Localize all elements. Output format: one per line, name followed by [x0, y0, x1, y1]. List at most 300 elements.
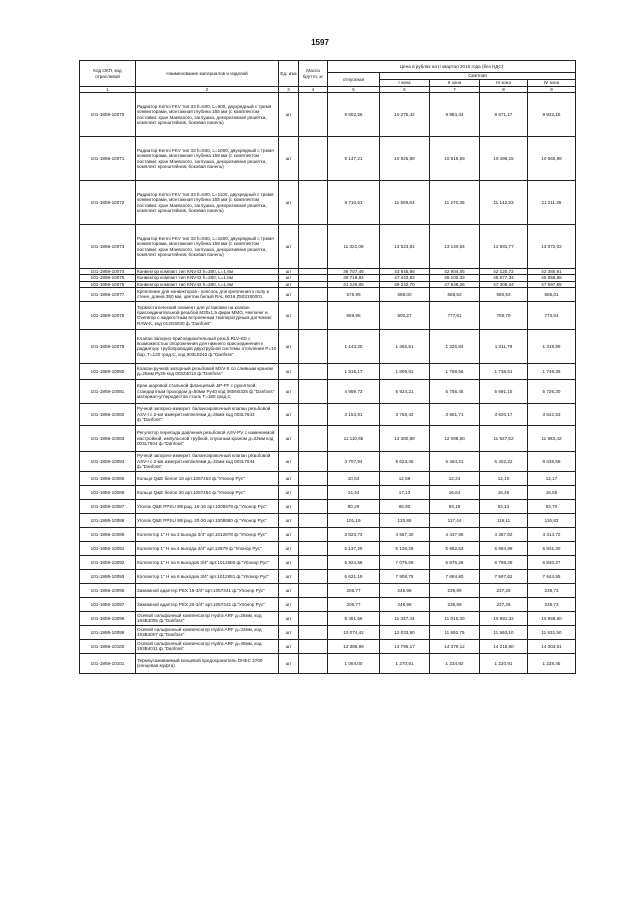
table-row [80, 527, 576, 541]
estimate-price-zone-1: 688,00 [380, 287, 430, 301]
estimate-price-zone-2: 42 604,05 [430, 269, 480, 275]
release-price: 669,98 [328, 301, 380, 329]
estimate-price-zone-3: 768,79 [480, 301, 528, 329]
item-code: 101-1959-10084 [80, 451, 136, 471]
estimate-price-zone-1: 11 337,34 [380, 611, 430, 625]
estimate-price-zone-1: 13 523,81 [380, 225, 430, 269]
estimate-price-zone-4: 1 749,35 [528, 363, 576, 379]
column-index: 1 [80, 87, 136, 93]
estimate-price-zone-1: 17,13 [380, 485, 430, 499]
table-row [80, 513, 576, 527]
table-row [80, 625, 576, 639]
release-price: 9 491,59 [328, 611, 380, 625]
item-mass [299, 485, 328, 499]
item-unit: шт [279, 301, 299, 329]
estimate-price-zone-4: 16,56 [528, 485, 576, 499]
release-price: 3 154,91 [328, 403, 380, 425]
item-unit: шт [279, 137, 299, 181]
item-unit: шт [279, 425, 299, 451]
item-unit: шт [279, 499, 299, 513]
estimate-price-zone-3: 7 597,62 [480, 569, 528, 583]
item-name: Кран шаровой стальной фланцевый JiP-FF с рукояткой, стандартным проходом д=50мм Ру40 код 065N0325 ф."Danfoss" материал-углеродистая сталь Т=180 град.С [136, 379, 279, 403]
estimate-price-zone-3: 116,11 [480, 513, 528, 527]
release-price: 5 924,58 [328, 555, 380, 569]
item-mass [299, 329, 328, 363]
item-mass [299, 403, 328, 425]
release-price: 11 322,09 [328, 225, 380, 269]
table-row [80, 471, 576, 485]
estimate-price-zone-2: 46 100,33 [430, 275, 480, 281]
estimate-price-zone-1: 800,27 [380, 301, 430, 329]
header-price: Цена в рублях на II квартал 2016 года (без НДС) [328, 61, 576, 73]
estimate-price-zone-4: 3 642,53 [528, 403, 576, 425]
item-code: 101-1959-10075 [80, 275, 136, 281]
item-mass [299, 653, 328, 673]
estimate-price-zone-4: 7 644,55 [528, 569, 576, 583]
estimate-price-zone-4: 47 597,65 [528, 281, 576, 287]
item-code: 101-1959-10077 [80, 287, 136, 301]
release-price: 39 719,84 [328, 275, 380, 281]
estimate-price-zone-2: 47 848,26 [430, 281, 480, 287]
item-name: Регулятор перепада давления резьбовой ASV-PV с изменяемой настройкой, импульсной трубкой, спускным краном д=32мм код 003L7604 ф."Danfoss" [136, 425, 279, 451]
estimate-price-zone-3: 9 671,17 [480, 93, 528, 137]
estimate-price-zone-4: 773,54 [528, 301, 576, 329]
item-code: 101-1959-10100 [80, 639, 136, 653]
estimate-price-zone-1: 49 242,70 [380, 281, 430, 287]
estimate-price-zone-2: 7 684,80 [430, 569, 480, 583]
estimate-price-zone-2: 14 379,12 [430, 639, 480, 653]
item-name: Термостатический элемент для установки на клапан присоединительной резьбой M30x1,5 фирм MMG, Heimeier и Oventrop с жидкостным встроенным температурным датчиком: RAW-K, код 013G5030 ф."Danfoss" [136, 301, 279, 329]
release-price: 206,77 [328, 597, 380, 611]
estimate-price-zone-3: 92,13 [480, 499, 528, 513]
release-price: 4 707,94 [328, 451, 380, 471]
item-code: 101-1959-10097 [80, 597, 136, 611]
release-price: 10,54 [328, 471, 380, 485]
item-code: 101-1959-10085 [80, 471, 136, 485]
item-code: 101-1959-10078 [80, 301, 136, 329]
item-mass [299, 471, 328, 485]
item-mass [299, 527, 328, 541]
estimate-price-zone-3: 237,26 [480, 583, 528, 597]
release-price: 206,77 [328, 583, 380, 597]
item-unit: шт [279, 527, 299, 541]
table-row [80, 485, 576, 499]
item-mass [299, 611, 328, 625]
estimate-price-zone-3: 237,26 [480, 597, 528, 611]
header-unit: Ед. изм [279, 61, 299, 87]
item-mass [299, 93, 328, 137]
estimate-price-zone-2: 668,52 [430, 287, 480, 301]
estimate-price-zone-3: 3 620,17 [480, 403, 528, 425]
estimate-price-zone-1: 246,98 [380, 583, 430, 597]
table-row [80, 329, 576, 363]
estimate-price-zone-3: 5 691,15 [480, 379, 528, 403]
table-row [80, 653, 576, 673]
item-name: Коллектор 1" Н на 5 выходов 3/4" арт.1012880 ф."Упонор Рус" [136, 555, 279, 569]
item-code: 101-1959-10076 [80, 281, 136, 287]
column-index: 8 [480, 87, 528, 93]
estimate-price-zone-1: 1 270,91 [380, 653, 430, 673]
item-mass [299, 379, 328, 403]
header-zone-3: III зона [480, 80, 528, 87]
table-row [80, 611, 576, 625]
item-code: 101-1959-10095 [80, 583, 136, 597]
estimate-price-zone-4: 14 303,61 [528, 639, 576, 653]
header-mass: Масса брутто, кг [299, 61, 328, 87]
estimate-price-zone-2: 1 234,92 [430, 653, 480, 673]
release-price: 11 110,65 [328, 425, 380, 451]
estimate-price-zone-2: 10 616,59 [430, 137, 480, 181]
estimate-price-zone-2: 12 098,50 [430, 425, 480, 451]
estimate-price-zone-3: 12 991,77 [480, 225, 528, 269]
estimate-price-zone-1: 246,98 [380, 597, 430, 611]
item-name: Крепление для конвекторов - консоль для крепления к полу и стене, длина 350 мм, цветом белый RAL 9016 Z503180001 [136, 287, 279, 301]
table-row [80, 639, 576, 653]
estimate-price-zone-3: 4 387,62 [480, 527, 528, 541]
item-unit: шт [279, 379, 299, 403]
item-name: Конвектор компакт тип KNV43 h=280, L=1,6м [136, 269, 279, 275]
release-price: 14,34 [328, 485, 380, 499]
estimate-price-zone-4: 11 631,50 [528, 625, 576, 639]
release-price: 1 143,20 [328, 329, 380, 363]
estimate-price-zone-4: 10 560,99 [528, 137, 576, 181]
estimate-price-zone-1: 1 809,81 [380, 363, 430, 379]
estimate-price-zone-1: 47 443,83 [380, 275, 430, 281]
estimate-price-zone-4: 1 228,45 [528, 653, 576, 673]
item-name: Радиатор Kermi FKV тип 33 h=500, L=900, двухрядный с тремя конвекторами, монтажная глубина 155 мм (с комплектом поставки: кран Маевского, заглушка, декоративная решетка, комплект кронштейнов, боковая панель) [136, 93, 279, 137]
item-mass [299, 639, 328, 653]
item-name: Уголок Q&E PPSU 90град. 20-20 арт.1008680 ф."Упонор Рус" [136, 513, 279, 527]
estimate-price-zone-2: 5 464,21 [430, 451, 480, 471]
estimate-price-zone-4: 11 983,42 [528, 425, 576, 451]
estimate-price-zone-3: 11 142,53 [480, 181, 528, 225]
price-table [79, 60, 576, 674]
estimate-price-zone-4: 6 840,27 [528, 555, 576, 569]
table-row [80, 137, 576, 181]
item-name: Осевой сильфонный компенсатор Hydra ARF д=32мм, код 193B4007 ф."Danfoss" [136, 625, 279, 639]
item-name: Клапан ручной запорный резьбовой MSV-S со сливным краном д=25мм Ру25 код 003Z4013 ф."Danfoss" [136, 363, 279, 379]
estimate-price-zone-2: 9 984,44 [430, 93, 480, 137]
release-price: 8 602,55 [328, 93, 380, 137]
item-code: 101-1959-10101 [80, 653, 136, 673]
item-unit: шт [279, 471, 299, 485]
page-number: 1597 [311, 38, 329, 47]
table-row [80, 287, 576, 301]
item-mass [299, 541, 328, 555]
estimate-price-zone-3: 6 798,28 [480, 555, 528, 569]
item-name: Кольцо Q&E белое 16 арт.1057453 ф."Упонор Рус" [136, 471, 279, 485]
estimate-price-zone-3: 5 402,22 [480, 451, 528, 471]
estimate-price-zone-1: 5 924,21 [380, 379, 430, 403]
estimate-price-zone-3: 1 311,79 [480, 329, 528, 363]
release-price: 4 959,73 [328, 379, 380, 403]
estimate-price-zone-1: 12,59 [380, 471, 430, 485]
release-price: 5 137,29 [328, 541, 380, 555]
item-code: 101-1959-10092 [80, 555, 136, 569]
item-name: Осевой сильфонный компенсатор Hydra ARF д=25мм, код 193B4005 ф."Danfoss" [136, 611, 279, 625]
column-index: 2 [136, 87, 279, 93]
estimate-price-zone-4: 4 414,72 [528, 527, 576, 541]
item-code: 101-1959-10088 [80, 513, 136, 527]
item-name: Конвектор компакт тип KNV43 h=280, L=1,8м [136, 275, 279, 281]
item-unit: шт [279, 93, 299, 137]
item-name: Радиатор Kermi FKV тип 33 h=500, L=1100, двухрядный с тремя конвекторами, монтажная глубина 155 мм (с комплектом поставки: кран Маевского, заглушка, декоративная решетка, комплект кронштейнов, боковая панель) [136, 181, 279, 225]
estimate-price-zone-3: 11 560,10 [480, 625, 528, 639]
estimate-price-zone-1: 1 365,51 [380, 329, 430, 363]
item-mass [299, 555, 328, 569]
estimate-price-zone-2: 117,44 [430, 513, 480, 527]
estimate-price-zone-2: 13 140,84 [430, 225, 480, 269]
item-name: Клапан запорно-присоединительный резьб.RLV-KD с возможностью опорожнения для нижнего присоединения к радиатору трубопроводов двухтрубной системы отопления Р=10 бар, Т=120 град.С, код 003L0240 ф."Danfoss" [136, 329, 279, 363]
estimate-price-zone-1: 10 925,99 [380, 137, 430, 181]
item-code: 101-1959-10087 [80, 499, 136, 513]
item-unit: шт [279, 287, 299, 301]
estimate-price-zone-4: 665,01 [528, 287, 576, 301]
estimate-price-zone-2: 11 692,75 [430, 625, 480, 639]
table-row [80, 379, 576, 403]
header-code: Код ОКП, код отраслевой [80, 61, 136, 87]
item-unit: шт [279, 611, 299, 625]
estimate-price-zone-4: 13 072,02 [528, 225, 576, 269]
item-unit: шт [279, 275, 299, 281]
item-mass [299, 625, 328, 639]
item-unit: шт [279, 451, 299, 471]
column-index: 6 [380, 87, 430, 93]
table-row [80, 597, 576, 611]
estimate-price-zone-2: 3 661,71 [430, 403, 480, 425]
item-mass [299, 597, 328, 611]
item-unit: шт [279, 583, 299, 597]
estimate-price-zone-2: 239,99 [430, 583, 480, 597]
item-mass [299, 569, 328, 583]
estimate-price-zone-1: 11 598,64 [380, 181, 430, 225]
item-name: Ручной запорно-измерит. балансировочный клапан резьбовой ASV-I с 2-мя измерит.ниппелями д=32мм код 003L7644 ф."Danfoss" [136, 451, 279, 471]
estimate-price-zone-1: 120,86 [380, 513, 430, 527]
header-release-price: отпускная [328, 73, 380, 87]
release-price: 1 064,00 [328, 653, 380, 673]
estimate-price-zone-4: 11 211,36 [528, 181, 576, 225]
header-zone-1: I зона [380, 80, 430, 87]
item-code: 101-1959-10071 [80, 137, 136, 181]
item-code: 101-1959-10081 [80, 379, 136, 403]
estimate-price-zone-2: 1 758,56 [430, 363, 480, 379]
estimate-price-zone-1: 3 758,42 [380, 403, 430, 425]
table-row [80, 541, 576, 555]
item-unit: шт [279, 485, 299, 499]
item-mass [299, 499, 328, 513]
item-code: 101-1959-10074 [80, 269, 136, 275]
item-unit: шт [279, 625, 299, 639]
header-estimate: Сметная [380, 73, 576, 80]
estimate-price-zone-3: 5 894,89 [480, 541, 528, 555]
release-price: 575,99 [328, 287, 380, 301]
item-name: Осевой сильфонный компенсатор Hydra ARF д=40мм, код 193B4011 ф."Danfoss" [136, 639, 279, 653]
estimate-price-zone-2: 777,61 [430, 301, 480, 329]
estimate-price-zone-3: 660,93 [480, 287, 528, 301]
item-mass [299, 301, 328, 329]
estimate-price-zone-1: 6 136,29 [380, 541, 430, 555]
item-mass [299, 583, 328, 597]
estimate-price-zone-1: 10 275,42 [380, 93, 430, 137]
estimate-price-zone-2: 11 270,38 [430, 181, 480, 225]
estimate-price-zone-1: 5 623,45 [380, 451, 430, 471]
release-price: 101,19 [328, 513, 380, 527]
release-price: 9 147,21 [328, 137, 380, 181]
item-name: Радиатор Kermi FKV тип 33 h=500, L=1000, двухрядный с тремя конвекторами, монтажная глубина 155 мм (с комплектом поставки: кран Маевского, заглушка, декоративная решетка, комплект кронштейнов, боковая панель) [136, 137, 279, 181]
estimate-price-zone-3: 16,45 [480, 485, 528, 499]
release-price: 10 074,42 [328, 625, 380, 639]
price-rows [80, 93, 576, 674]
item-code: 101-1959-10070 [80, 93, 136, 137]
estimate-price-zone-3: 12,10 [480, 471, 528, 485]
item-unit: шт [279, 569, 299, 583]
release-price: 41 225,85 [328, 281, 380, 287]
column-index: 7 [430, 87, 480, 93]
header-zone-4: IV зона [528, 80, 576, 87]
estimate-price-zone-2: 5 962,53 [430, 541, 480, 555]
estimate-price-zone-4: 238,73 [528, 597, 576, 611]
item-code: 101-1959-10099 [80, 625, 136, 639]
estimate-price-zone-1: 7 908,75 [380, 569, 430, 583]
item-mass [299, 181, 328, 225]
item-mass [299, 287, 328, 301]
estimate-price-zone-2: 12,24 [430, 471, 480, 485]
item-name: Конвектор компакт тип KNV43 h=280, L=1,9м [136, 281, 279, 287]
item-code: 101-1959-10091 [80, 541, 136, 555]
estimate-price-zone-3: 47 305,44 [480, 281, 528, 287]
estimate-price-zone-1: 4 567,30 [380, 527, 430, 541]
estimate-price-zone-2: 6 876,28 [430, 555, 480, 569]
item-name: Радиатор Kermi FKV тип 33 h=500, L=1600, двухрядный с тремя конвекторами, монтажная глубина 155 мм (с комплектом поставки: кран Маевского, заглушка, декоративная решетка, комплект кронштейнов, боковая панель) [136, 225, 279, 269]
column-index: 9 [528, 87, 576, 93]
estimate-price-zone-3: 11 927,62 [480, 425, 528, 451]
item-name: Кольцо Q&E белое 20 арт.1057454 ф."Упонор Рус" [136, 485, 279, 499]
table-row [80, 451, 576, 471]
item-unit: шт [279, 555, 299, 569]
item-name: Коллектор 1" Н на 4 выхода 3/4" арт.12879 ф."Упонор Рус" [136, 541, 279, 555]
item-unit: шт [279, 403, 299, 425]
item-code: 101-1959-10072 [80, 181, 136, 225]
estimate-price-zone-4: 5 435,59 [528, 451, 576, 471]
estimate-price-zone-4: 92,70 [528, 499, 576, 513]
item-unit: шт [279, 281, 299, 287]
table-row [80, 569, 576, 583]
item-unit: шт [279, 225, 299, 269]
item-mass [299, 513, 328, 527]
table-row [80, 301, 576, 329]
item-name: Уголок Q&E PPSU 90град. 16-16 арт.1008679 ф."Упонор Рус" [136, 499, 279, 513]
estimate-price-zone-4: 1 319,89 [528, 329, 576, 363]
estimate-price-zone-3: 1 220,91 [480, 653, 528, 673]
release-price: 3 823,73 [328, 527, 380, 541]
estimate-price-zone-1: 12 033,50 [380, 625, 430, 639]
item-code: 101-1959-10073 [80, 225, 136, 269]
item-unit: шт [279, 513, 299, 527]
item-unit: шт [279, 269, 299, 275]
header-zone-2: II зона [430, 80, 480, 87]
estimate-price-zone-1: 43 845,86 [380, 269, 430, 275]
item-mass [299, 451, 328, 471]
item-code: 101-1959-10093 [80, 569, 136, 583]
estimate-price-zone-1: 12 380,89 [380, 425, 430, 451]
table-row [80, 225, 576, 269]
table-row [80, 93, 576, 137]
estimate-price-zone-1: 14 795,17 [380, 639, 430, 653]
release-price: 80,29 [328, 499, 380, 513]
item-unit: шт [279, 653, 299, 673]
table-row [80, 425, 576, 451]
column-index: 4 [299, 87, 328, 93]
release-price: 36 707,48 [328, 269, 380, 275]
item-mass [299, 225, 328, 269]
release-price: 12 386,99 [328, 639, 380, 653]
item-mass [299, 137, 328, 181]
estimate-price-zone-4: 116,83 [528, 513, 576, 527]
estimate-price-zone-4: 42 380,91 [528, 269, 576, 275]
item-code: 101-1959-10079 [80, 329, 136, 363]
estimate-price-zone-3: 42 120,72 [480, 269, 528, 275]
column-index: 5 [328, 87, 380, 93]
table-row [80, 555, 576, 569]
estimate-price-zone-3: 10 496,15 [480, 137, 528, 181]
estimate-price-zone-4: 238,73 [528, 583, 576, 597]
item-name: Зажимной адаптер PEX 20-3/4" арт.1057442 ф."Упонор Рус" [136, 597, 279, 611]
item-name: Коллектор 1" Н на 3 выхода 3/4" арт.1012878 ф."Упонор Рус" [136, 527, 279, 541]
estimate-price-zone-3: 45 577,34 [480, 275, 528, 281]
estimate-price-zone-2: 1 326,84 [430, 329, 480, 363]
estimate-price-zone-4: 10 958,60 [528, 611, 576, 625]
table-row [80, 499, 576, 513]
item-code: 101-1959-10083 [80, 425, 136, 451]
item-code: 101-1959-10098 [80, 611, 136, 625]
item-name: Коллектор 1" Н на 6 выходов 3/4" арт.1012881 ф."Упонор Рус" [136, 569, 279, 583]
item-name: Зажимной адаптер PEX 16-3/4" арт.1057441 ф."Упонор Рус" [136, 583, 279, 597]
table-row [80, 403, 576, 425]
item-unit: шт [279, 329, 299, 363]
item-unit: шт [279, 597, 299, 611]
estimate-price-zone-3: 1 738,61 [480, 363, 528, 379]
item-code: 101-1959-10089 [80, 527, 136, 541]
column-index: 3 [279, 87, 299, 93]
estimate-price-zone-2: 93,19 [430, 499, 480, 513]
item-name: Ручной запорно-измерит. балансировочный клапан резьбовой ASV-I с 2-мя измерит.ниппелями д=25мм код 003L7643 ф."Danfoss" [136, 403, 279, 425]
table-row [80, 181, 576, 225]
release-price: 6 621,19 [328, 569, 380, 583]
table-row [80, 363, 576, 379]
item-mass [299, 363, 328, 379]
estimate-price-zone-3: 14 215,60 [480, 639, 528, 653]
estimate-price-zone-4: 9 932,15 [528, 93, 576, 137]
estimate-price-zone-2: 4 437,96 [430, 527, 480, 541]
estimate-price-zone-4: 45 858,88 [528, 275, 576, 281]
estimate-price-zone-1: 95,90 [380, 499, 430, 513]
release-price: 1 515,17 [328, 363, 380, 379]
table-row [80, 583, 576, 597]
estimate-price-zone-1: 7 076,68 [380, 555, 430, 569]
release-price: 9 710,51 [328, 181, 380, 225]
estimate-price-zone-2: 11 016,30 [430, 611, 480, 625]
estimate-price-zone-2: 16,64 [430, 485, 480, 499]
item-code: 101-1959-10080 [80, 363, 136, 379]
item-code: 101-1959-10086 [80, 485, 136, 499]
estimate-price-zone-2: 239,99 [430, 597, 480, 611]
estimate-price-zone-2: 5 756,45 [430, 379, 480, 403]
item-unit: шт [279, 181, 299, 225]
item-unit: шт [279, 639, 299, 653]
item-name: Термоусаживаемый концевой предохранитель DHEC 2700 (концевая муфта) [136, 653, 279, 673]
header-name: Наименование материалов и изделий [136, 61, 279, 87]
item-mass [299, 425, 328, 451]
